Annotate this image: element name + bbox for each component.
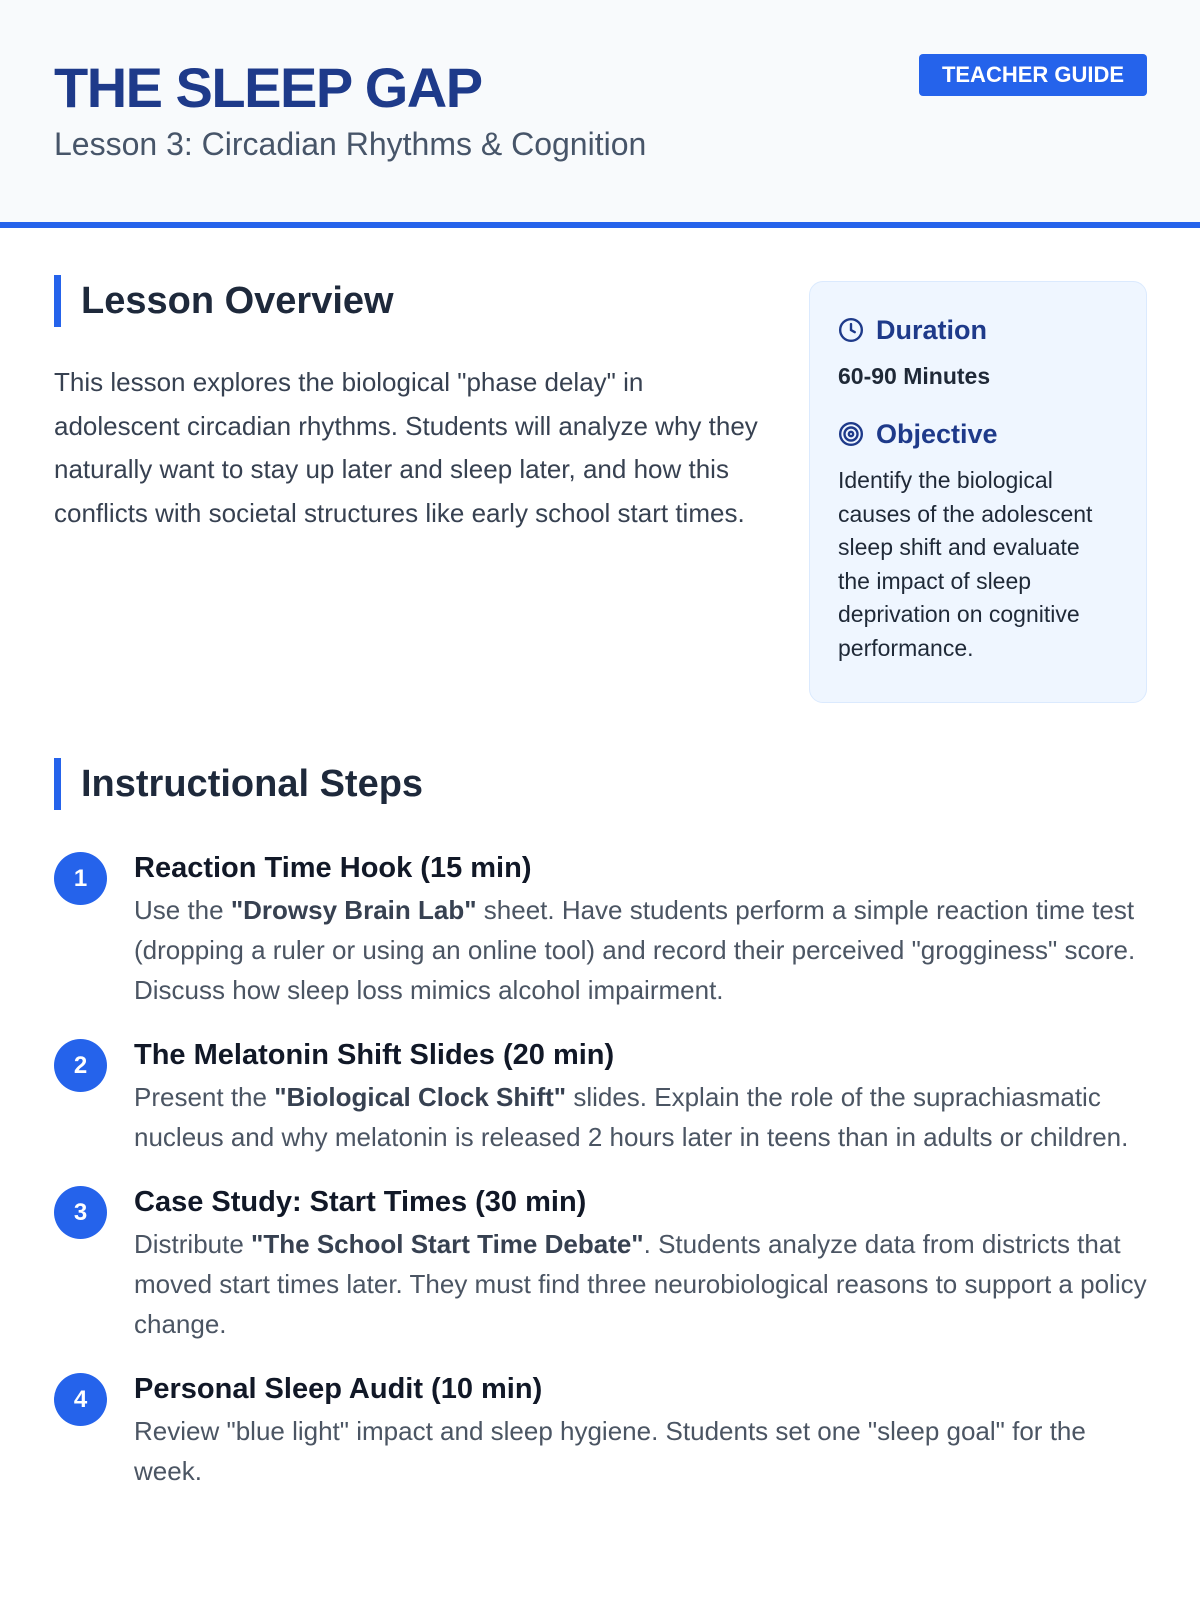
step-desc-resource: "The School Start Time Debate" bbox=[251, 1229, 644, 1259]
step-item bbox=[54, 1182, 1154, 1344]
step-title: Personal Sleep Audit (10 min) bbox=[134, 1373, 543, 1405]
overview-text: This lesson explores the biological "phase delay" in adolescent circadian rhythms. Students will analyze why they naturally want to stay up later and sleep later, and how this conflicts with societal structures like early school start times. bbox=[54, 367, 758, 528]
clock-icon bbox=[838, 317, 864, 343]
step-item bbox=[54, 848, 1154, 1010]
step-number-badge: 4 bbox=[54, 1373, 107, 1426]
step-title: Reaction Time Hook (15 min) bbox=[134, 852, 532, 884]
page-subtitle: Lesson 3: Circadian Rhythms & Cognition bbox=[54, 126, 647, 162]
step-desc-text: Present the bbox=[134, 1082, 275, 1112]
step-description bbox=[134, 1411, 1154, 1491]
steps-list bbox=[54, 848, 1154, 1516]
objective-label: Objective bbox=[876, 418, 998, 449]
step-desc-text: Distribute bbox=[134, 1229, 252, 1259]
step-description bbox=[134, 1224, 1154, 1344]
overview-heading: Lesson Overview bbox=[54, 275, 394, 327]
step-desc-text: sheet. Have students perform a simple reaction time test (dropping a ruler or using an online tool) and record their perceived "grogginess" score. Discuss how sleep loss mimics alcohol impairment. bbox=[134, 895, 1136, 1005]
duration-label: Duration bbox=[876, 314, 987, 345]
teacher-guide-badge: TEACHER GUIDE bbox=[919, 54, 1147, 96]
step-number-badge: 3 bbox=[54, 1186, 107, 1239]
step-desc-text: slides. Explain the role of the suprachiasmatic nucleus and why melatonin is released 2 hours later in teens than in adults or children. bbox=[134, 1082, 1129, 1152]
step-desc-text: Review "blue light" impact and sleep hygiene. Students set one "sleep goal" for the week. bbox=[134, 1416, 1086, 1486]
page-header bbox=[0, 0, 1200, 228]
step-desc-resource: "Biological Clock Shift" bbox=[274, 1082, 567, 1112]
step-number-badge: 1 bbox=[54, 852, 107, 905]
duration-value: 60-90 Minutes bbox=[838, 363, 991, 389]
step-number-badge: 2 bbox=[54, 1039, 107, 1092]
step-desc-text: . Students analyze data from districts that moved start times later. They must find three neurobiological reasons to support a policy change. bbox=[134, 1229, 1147, 1339]
page-title: THE SLEEP GAP bbox=[54, 56, 482, 119]
target-icon bbox=[838, 421, 864, 447]
step-item bbox=[54, 1035, 1154, 1157]
steps-heading: Instructional Steps bbox=[54, 758, 423, 810]
duration-label-row bbox=[838, 310, 1118, 350]
step-title: The Melatonin Shift Slides (20 min) bbox=[134, 1039, 615, 1071]
info-card bbox=[809, 281, 1147, 703]
step-description bbox=[134, 1077, 1154, 1157]
step-desc-text: Use the bbox=[134, 895, 231, 925]
step-description bbox=[134, 890, 1154, 1010]
step-title: Case Study: Start Times (30 min) bbox=[134, 1186, 587, 1218]
step-desc-resource: "Drowsy Brain Lab" bbox=[230, 895, 477, 925]
objective-label-row bbox=[838, 414, 1118, 454]
step-item bbox=[54, 1369, 1154, 1491]
objective-text: Identify the biological causes of the adolescent sleep shift and evaluate the impact of sleep deprivation on cognitive performance. bbox=[838, 467, 1093, 661]
